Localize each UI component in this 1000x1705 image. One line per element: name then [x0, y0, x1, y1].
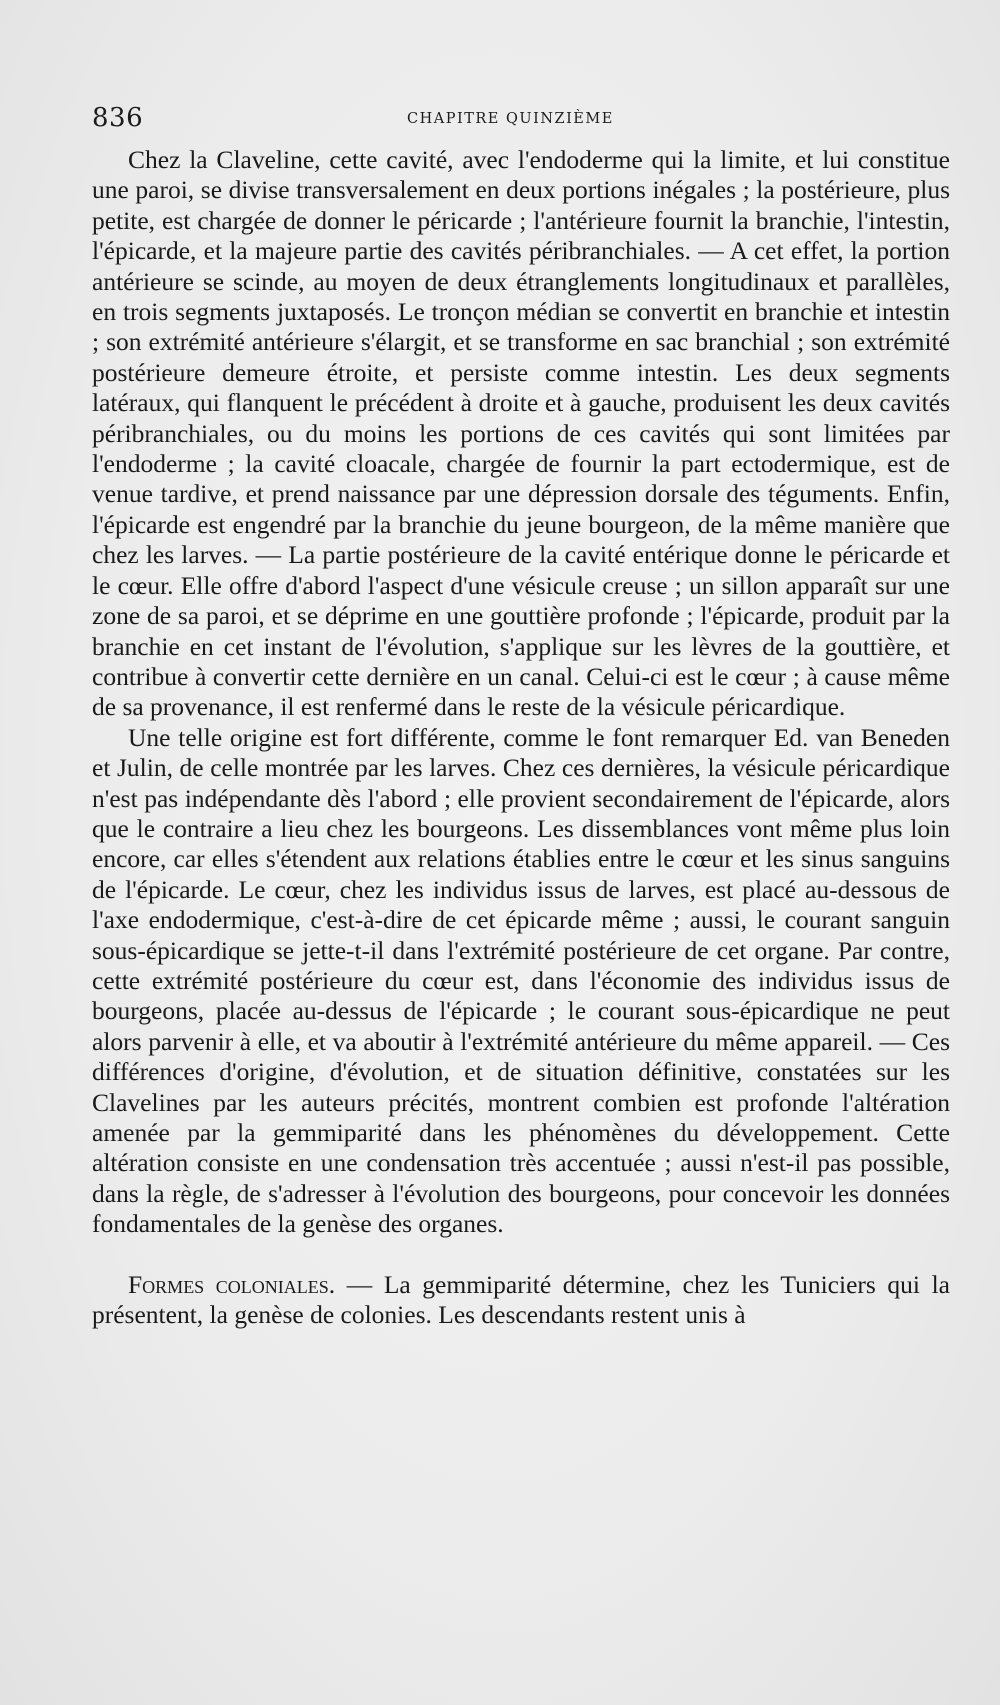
page-number: 836	[92, 103, 144, 133]
section-paragraph	[92, 1270, 950, 1331]
section-heading: Formes coloniales.	[128, 1269, 336, 1299]
paragraph-2: Une telle origine est fort différente, comme le font remarquer Ed. van Beneden et Julin, de celle montrée par les larves. Chez ces dernières, la vésicule péricardique n'est pas indépendante dès l'abord ; elle provient secondairement de l'épicarde, alors que le contraire a lieu chez les bourgeons. Les dissemblances vont même plus loin encore, car elles s'étendent aux relations établies entre le cœur et les sinus sanguins de l'épicarde. Le cœur, chez les individus issus de larves, est placé au-dessous de l'axe endodermique, c'est-à-dire de cet épicarde même ; aussi, le courant sanguin sous-épicardique se jette-t-il dans l'extrémité postérieure de cet organe. Par contre, cette extrémité postérieure du cœur est, dans l'économie des individus issus de bourgeons, placée au-dessus de l'épicarde ; le courant sous-épicardique ne peut alors parvenir à elle, et va aboutir à l'extrémité antérieure du même appareil. — Ces différences d'origine, d'évolution, et de situation définitive, constatées sur les Clavelines par les auteurs précités, montrent combien est profonde l'altération amenée par la gemmiparité dans les phénomènes du développement. Cette altération consiste en une condensation très accentuée ; aussi n'est-il pas possible, dans la règle, de s'adresser à l'évolution des bourgeons, pour concevoir les données fondamentales de la genèse des organes.	[92, 722, 950, 1239]
page-header	[92, 103, 950, 139]
running-head: CHAPITRE QUINZIÈME	[407, 111, 614, 127]
paragraph-1: Chez la Claveline, cette cavité, avec l'endoderme qui la limite, et lui constitue une paroi, se divise transversalement en deux portions inégales ; la postérieure, plus petite, est chargée de donner le péricarde ; l'antérieure fournit la branchie, l'intestin, l'épicarde, et la majeure partie des cavités péribranchiales. — A cet effet, la portion antérieure se scinde, au moyen de deux étranglements longitudinaux et parallèles, en trois segments juxtaposés. Le tronçon médian se convertit en branchie et intestin ; son extrémité antérieure s'élargit, et se transforme en sac branchial ; son extrémité postérieure demeure étroite, et persiste comme intestin. Les deux segments latéraux, qui flanquent le précédent à droite et à gauche, produisent les deux cavités péribranchiales, ou du moins les portions de ces cavités qui sont limitées par l'endoderme ; la cavité cloacale, chargée de fournir la part ectodermique, est de venue tardive, et prend naissance par une dépression dorsale des téguments. Enfin, l'épicarde est engendré par la branchie du jeune bourgeon, de la même manière que chez les larves. — La partie postérieure de la cavité entérique donne le péricarde et le cœur. Elle offre d'abord l'aspect d'une vésicule creuse ; un sillon apparaît sur une zone de sa paroi, et se déprime en une gouttière profonde ; l'épicarde, produit par la branchie en cet instant de l'évolution, s'applique sur les lèvres de la gouttière, et contribue à convertir cette dernière en un canal. Celui-ci est le cœur ; à cause même de sa provenance, il est renfermé dans le reste de la vésicule péricardique.	[92, 145, 950, 722]
body-text	[92, 145, 950, 1330]
section-text: — La gemmiparité détermine, chez les Tuniciers qui la présentent, la genèse de colonies. Les descendants restent unis à	[92, 1269, 950, 1330]
